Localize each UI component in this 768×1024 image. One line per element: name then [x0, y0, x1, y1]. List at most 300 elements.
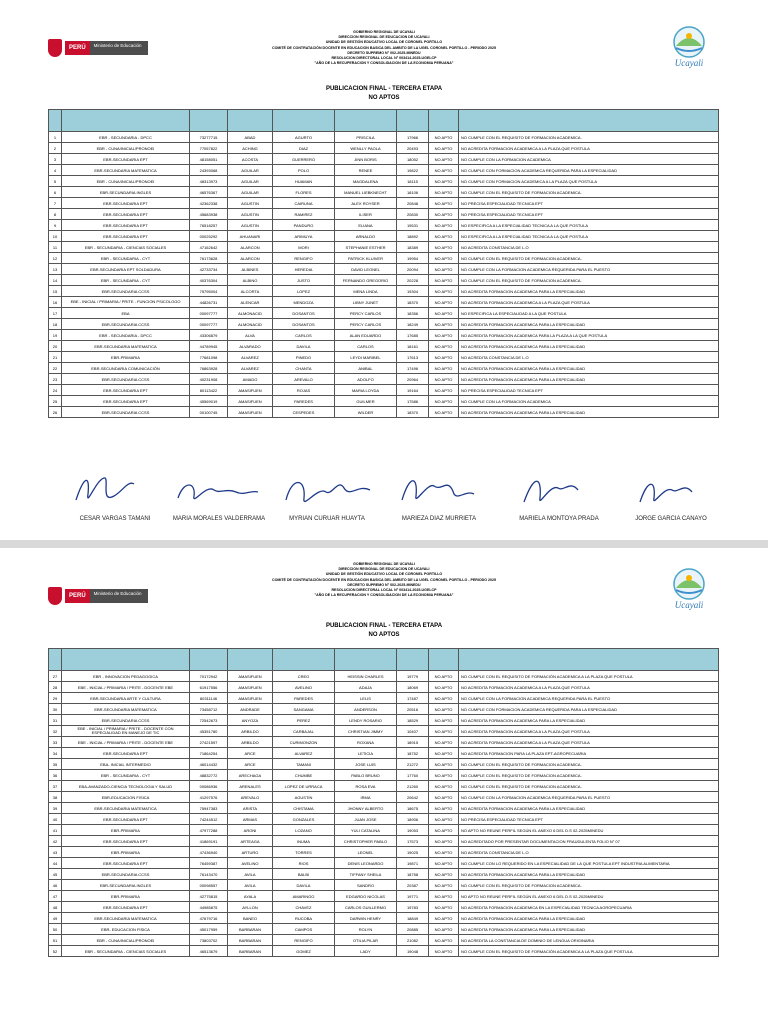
table-cell: 34	[49, 748, 62, 759]
table-cell: NO APTO	[429, 682, 459, 693]
table-row	[49, 341, 719, 352]
table-cell: NO APTO	[429, 264, 459, 275]
table-cell: NO ACREDITA FORMACION ACADEMICA PARA LA ESPECIALIDAD	[459, 407, 719, 418]
table-cell: 18106	[397, 187, 429, 198]
table-cell: ANYOZA	[228, 715, 273, 726]
table-cell: NO PRECISA ESPECIALIDAD TECNICA EPT	[459, 385, 719, 396]
table-cell: ACOSTA	[228, 154, 273, 165]
table-cell: AMASIFUEN	[228, 682, 273, 693]
table-cell: JINN BORIS	[335, 154, 397, 165]
table-cell: LENDY ROSARIO	[335, 715, 397, 726]
table-cell: CARBAJAL	[273, 726, 335, 737]
table-cell: POLO	[273, 165, 335, 176]
table-cell: AGURTO	[273, 132, 335, 143]
table-row	[49, 209, 719, 220]
table-cell: 47162642	[190, 242, 228, 253]
table-cell: LOPEZ DE URRACA	[273, 781, 335, 792]
table-cell: NO APTO	[429, 880, 459, 891]
table-cell: JUSTO	[273, 275, 335, 286]
table-cell: NO APTO	[429, 825, 459, 836]
table-cell: PERCY CARLOS	[335, 319, 397, 330]
table-cell: DAVID LEONEL	[335, 264, 397, 275]
table-cell: GUILMER	[335, 396, 397, 407]
table-row	[49, 891, 719, 902]
table-cell: ARTEAGA	[228, 836, 273, 847]
table-cell: 72542673	[190, 715, 228, 726]
table-cell: 17586	[397, 396, 429, 407]
table-cell: 32	[49, 726, 62, 737]
signature-block	[500, 466, 618, 526]
table-cell: AMASIFUEN	[228, 671, 273, 682]
table-cell: 26	[49, 407, 62, 418]
table-cell: RENEE	[335, 165, 397, 176]
table-cell: AGUILAR	[228, 176, 273, 187]
table-cell: 18389	[397, 242, 429, 253]
table-cell: 00097777	[190, 308, 228, 319]
table-cell: CARLOS GUILLERMO	[335, 902, 397, 913]
table-cell: PEREZ	[273, 715, 335, 726]
table-cell: NO ACREDITA FORMACION ACADEMICA A LA PLAZA QUE POSTULA	[459, 682, 719, 693]
table-cell: 51	[49, 935, 62, 946]
table-cell: EBR-SECUNDARIA EPT	[62, 154, 190, 165]
table-cell: NO CUMPLE CON LA FORMACION ACADEMICA	[459, 396, 719, 407]
table-cell: AHUANARI	[228, 231, 273, 242]
table-cell: NO APTO	[429, 165, 459, 176]
ucayali-logo-icon	[660, 24, 718, 72]
table-row	[49, 726, 719, 737]
signatory-name: MARIEZA DIAZ MURRIETA	[401, 516, 477, 522]
table-cell: EBR-SECUNDARIA COMUNICACIÓN	[62, 363, 190, 374]
table-cell: EBR-PRIMARIA	[62, 891, 190, 902]
table-cell: NO APTO	[429, 385, 459, 396]
table-cell: EBR-SECUNDARIA MATEMATICA	[62, 165, 190, 176]
handwritten-signature-icon	[394, 470, 484, 514]
handwritten-signature-icon	[514, 470, 604, 514]
table-cell: BANEO	[228, 913, 273, 924]
table-cell: 18052	[397, 154, 429, 165]
table-cell: EBR-SECUNDARIA CCSS	[62, 374, 190, 385]
table-cell: SANDRO	[335, 880, 397, 891]
table-cell: 76863928	[190, 363, 228, 374]
table-cell: DOSANTOS	[273, 319, 335, 330]
table-cell: 19048	[397, 946, 429, 957]
table-cell: 77057822	[190, 143, 228, 154]
table-cell: AREVALO	[228, 792, 273, 803]
table-cell: NO ACREDITA FORMACION ACADEMICA A LA PLAZA QUE POSTULA	[459, 297, 719, 308]
handwritten-signature-icon	[626, 470, 716, 514]
table-cell: NO CUMPLE CON EL REQUISITO DE FORMACIÓN ACADEMICA A LA PLAZA QUE POSTULA	[459, 671, 719, 682]
table-row	[49, 715, 719, 726]
region-label: Ucayali	[674, 600, 704, 610]
table-cell: DIAZ	[273, 143, 335, 154]
table-cell: ARTURO	[228, 847, 273, 858]
document-header	[180, 562, 588, 598]
table-cell: ALBINES	[228, 264, 273, 275]
table-cell: AMADO	[228, 374, 273, 385]
table-cell: 42733734	[190, 264, 228, 275]
table-cell: NO CUMPLE CON EL REQUISITO DE FORMACION ACADEMICA.	[459, 781, 719, 792]
table-cell: PAREDES	[273, 693, 335, 704]
table-cell: RENGIFO	[273, 253, 335, 264]
table-row	[49, 759, 719, 770]
table-cell: 21260	[397, 781, 429, 792]
table-cell: CESPEDES	[273, 407, 335, 418]
table-cell: NO APTO	[429, 132, 459, 143]
table-cell: PATRICK KLUIVER	[335, 253, 397, 264]
table-cell: 18675	[397, 803, 429, 814]
table-cell: 17613	[397, 352, 429, 363]
table-cell: NO CUMPLE CON LA FORMACION ACADEMICA REQUERIDA PARA EL PUESTO	[459, 792, 719, 803]
table-cell: 44985875	[190, 902, 228, 913]
table-cell: AVILA	[228, 880, 273, 891]
table-cell: ALBINO	[228, 275, 273, 286]
table-cell: GONZALES	[273, 814, 335, 825]
table-cell: FLORES	[273, 187, 335, 198]
table-cell: AGUSTIN	[273, 792, 335, 803]
table-cell: CHRISTIAN JIMMY	[335, 726, 397, 737]
table-cell: DAVILA	[273, 341, 335, 352]
table-cell: 17	[49, 308, 62, 319]
header-cell	[190, 649, 228, 671]
table-cell: 13	[49, 264, 62, 275]
ucayali-logo-icon	[660, 566, 718, 614]
table-cell: 18915	[397, 737, 429, 748]
header-cell	[273, 649, 335, 671]
signatory-name: MYRIAN CURUAR HUAYTA	[289, 516, 365, 522]
table-cell: NO APTO	[429, 253, 459, 264]
table-cell: 40231908	[190, 374, 228, 385]
header-line: GOBIERNO REGIONAL DE UCAYALI	[353, 30, 415, 34]
table-row	[49, 704, 719, 715]
table-cell: 35	[49, 759, 62, 770]
table-cell: ALARCON	[228, 253, 273, 264]
table-cell: DENIS LEONARDO	[335, 858, 397, 869]
table-cell: EBR-SECUNDARIA EPT	[62, 231, 190, 242]
table-row	[49, 693, 719, 704]
header-cell	[397, 110, 429, 132]
table-cell: 20642	[397, 792, 429, 803]
header-line: RESOLUCION DIRECTORAL LOCAL N° 003414-2025-UGELCP	[331, 588, 437, 593]
header-line: DIRECCION REGIONAL DE EDUCACION DE UCAYALI	[338, 567, 430, 572]
table-cell: LIBNY JUNET	[335, 297, 397, 308]
table-cell: 40376304	[190, 275, 228, 286]
table-cell: ARECHAGA	[228, 770, 273, 781]
table-cell: 20848	[397, 198, 429, 209]
table-cell: NO APTO	[429, 946, 459, 957]
table-cell: DOSANTOS	[273, 308, 335, 319]
table-cell: NO APTO	[429, 396, 459, 407]
signature-block	[268, 466, 386, 526]
table-cell: 37	[49, 781, 62, 792]
table-cell: AVILA	[228, 869, 273, 880]
table-row	[49, 198, 719, 209]
table-cell: EBR-SECUNDARIA CCSS	[62, 407, 190, 418]
header-line: COMITÉ DE CONTRATACIÓN DOCENTE EN EDUCACION BASICA DEL AMBITO DE LA UGEL CORONEL PORTILLO - PERIODO 2025	[271, 577, 497, 582]
table-cell: EBE - INICIAL / PRIMARIA / PRITE - DOCENTE EBE	[62, 737, 190, 748]
table-row	[49, 286, 719, 297]
table-cell: PAREDES	[273, 396, 335, 407]
table-row	[49, 154, 719, 165]
header-line: "AÑO DE LA RECUPERACION Y CONSOLIDACION DE LA ECONOMIA PERUANA"	[314, 593, 454, 598]
table-cell: LOZANO	[273, 825, 335, 836]
table-cell: 73458712	[190, 704, 228, 715]
ministry-label: Ministerio de Educación	[90, 589, 148, 603]
table-cell: CURIMONZON	[273, 737, 335, 748]
table-cell: BARBARAN	[228, 946, 273, 957]
table-cell: TIFFANY SHEILA	[335, 869, 397, 880]
table-row	[49, 792, 719, 803]
table-cell: NO ACREDITA CONSTANCIA DE L.O	[459, 352, 719, 363]
table-cell: 18161	[397, 341, 429, 352]
peru-label: PERÚ	[65, 589, 90, 603]
results-table	[48, 648, 719, 957]
table-cell: 45569019	[190, 396, 228, 407]
table-cell: NO ACREDITA FORMACION ACADEMICA PARA LA ESPECIALIDAD	[459, 319, 719, 330]
table-cell: ALVAREZ	[228, 352, 273, 363]
table-cell: ARIMUYA	[273, 231, 335, 242]
table-cell: 17760	[397, 770, 429, 781]
table-cell: EBA	[62, 308, 190, 319]
table-cell: 18	[49, 319, 62, 330]
table-cell: ALMONACID	[228, 319, 273, 330]
table-cell: NO CUMPLE CON FORMACION ACADEMICA REQUERIDA PARA LA ESPECIALIDAD	[459, 165, 719, 176]
table-row	[49, 187, 719, 198]
table-cell: 41297576	[190, 792, 228, 803]
table-cell: 18370	[397, 297, 429, 308]
table-cell: 18069	[397, 682, 429, 693]
table-cell: NO CUMPLE CON EL REQUISITO DE FORMACION ACADEMICA.	[459, 253, 719, 264]
table-row	[49, 352, 719, 363]
table-cell: ACHING	[228, 143, 273, 154]
table-cell: 27	[49, 671, 62, 682]
table-row	[49, 946, 719, 957]
table-cell: NO APTO	[429, 242, 459, 253]
table-cell: 28	[49, 682, 62, 693]
table-cell: LELIS	[335, 693, 397, 704]
table-cell: 10	[49, 231, 62, 242]
table-cell: NO APTO NO REUNE PERFIL SEGÚN EL ANEXO 6 DEL D.S 02-2025MINEDU	[459, 891, 719, 902]
table-cell: 45017959	[190, 924, 228, 935]
table-cell: 44	[49, 858, 62, 869]
table-cell: 19531	[397, 220, 429, 231]
table-cell: FERNANDO GREGORIO	[335, 275, 397, 286]
table-cell: NO APTO	[429, 209, 459, 220]
table-cell: NO APTO	[429, 748, 459, 759]
table-cell: 43306879	[190, 330, 228, 341]
signature-block	[56, 466, 174, 526]
table-row	[49, 319, 719, 330]
table-cell: NO APTO	[429, 737, 459, 748]
table-cell: LADY	[335, 946, 397, 957]
table-cell: HEISSIN CHARLES	[335, 671, 397, 682]
table-cell: NO APTO	[429, 308, 459, 319]
table-cell: ANDERSON	[335, 704, 397, 715]
table-cell: EBR-SECUNDARIA EPT	[62, 396, 190, 407]
header-cell	[273, 110, 335, 132]
table-cell: EBR-PRIMARIA	[62, 847, 190, 858]
header-cell	[228, 110, 273, 132]
table-cell: NO APTO NO REUNE PERFIL SEGÚN EL ANEXO 6 DEL D.S 02-2025MINEDU	[459, 825, 719, 836]
table-cell: ADOLFO	[335, 374, 397, 385]
table-cell: 44789945	[190, 341, 228, 352]
table-cell: ARENALES	[228, 781, 273, 792]
table-cell: CHISTAMA	[273, 803, 335, 814]
table-cell: 00025292	[190, 231, 228, 242]
table-cell: NO APTO	[429, 836, 459, 847]
table-cell: LETICIA	[335, 748, 397, 759]
table-cell: NO ACREDITA CONSTANCIA DE L.O	[459, 847, 719, 858]
table-cell: 18892	[397, 231, 429, 242]
table-row	[49, 847, 719, 858]
handwritten-signature-icon	[174, 470, 264, 514]
table-cell: ALMONACID	[228, 308, 273, 319]
table-cell: TORRES	[273, 847, 335, 858]
table-cell: EBR-SECUNDARIA EPT	[62, 220, 190, 231]
signature-block	[380, 466, 498, 526]
table-cell: ALEX ROYSER	[335, 198, 397, 209]
table-cell: 16	[49, 297, 62, 308]
table-cell: 20	[49, 341, 62, 352]
table-row	[49, 814, 719, 825]
table-cell: EBE - INICIAL / PRIMARIA / PRITE - FUNCION PSICOLOGO	[62, 297, 190, 308]
table-cell: EBR-SECUNDARIA INGLES	[62, 187, 190, 198]
table-cell: NO APTO	[429, 143, 459, 154]
document-page-2	[0, 548, 768, 1024]
table-cell: 49	[49, 913, 62, 924]
table-cell: 00086936	[190, 781, 228, 792]
table-cell: ARISTA	[228, 803, 273, 814]
table-cell: JHONNY ALBERTO	[335, 803, 397, 814]
signatory-name: MARIA MORALES VALDERRAMA	[172, 516, 266, 522]
table-cell: 21082	[397, 935, 429, 946]
table-cell: OTILIA PILAR	[335, 935, 397, 946]
table-cell: NO CUMPLE CON EL REQUISITO DE FORMACION ACADEMICA.	[459, 759, 719, 770]
table-cell: AMASIFUEN	[228, 693, 273, 704]
table-cell: 61917556	[190, 682, 228, 693]
table-cell: EBR - SECUNDARIA - DPCC	[62, 132, 190, 143]
table-cell: 21	[49, 352, 62, 363]
table-cell: AGUILAR	[228, 165, 273, 176]
table-cell: NO APTO	[429, 792, 459, 803]
table-cell: EBR-SECUNDARIA MATEMATICA	[62, 803, 190, 814]
table-cell: 45	[49, 869, 62, 880]
table-cell: 76459387	[190, 858, 228, 869]
ministry-label: Ministerio de Educación	[90, 41, 148, 55]
table-cell: 42	[49, 836, 62, 847]
table-row	[49, 803, 719, 814]
table-cell: CAMPOS	[273, 924, 335, 935]
header-line: UNIDAD DE GESTIÓN EDUCATIVO LOCAL DE CORONEL PORTILLO	[325, 572, 443, 577]
table-cell: NO APTO	[429, 803, 459, 814]
table-cell: AMASIFUEN	[228, 385, 273, 396]
table-cell: 9	[49, 220, 62, 231]
table-cell: 76143470	[190, 869, 228, 880]
table-cell: MENDOZA	[273, 297, 335, 308]
table-cell: 15	[49, 286, 62, 297]
table-cell: EBR - CUNA/INICIAL/PRONOEI	[62, 143, 190, 154]
table-cell: ARONI	[228, 825, 273, 836]
table-cell: NO ESPECIFICA A LA ESPECIALIDAD TECNICA A LA QUE POSTULA	[459, 231, 719, 242]
table-cell: AMASIFUEN	[228, 396, 273, 407]
table-cell: INUMA	[273, 836, 335, 847]
table-cell: RIOS	[273, 858, 335, 869]
header-line: DECRETO SUPREMO N° 002-2025-MINEDU	[347, 582, 421, 587]
header-cell	[459, 110, 719, 132]
table-cell: NO APTO	[429, 902, 459, 913]
table-row	[49, 330, 719, 341]
table-cell: 00098557	[190, 880, 228, 891]
header-cell	[228, 649, 273, 671]
page-subtitle: NO APTOS	[368, 632, 400, 638]
table-row	[49, 275, 719, 286]
table-row	[49, 253, 719, 264]
header-line: RESOLUCION DIRECTORAL LOCAL N° 003414-2025-UGELCP	[331, 56, 437, 61]
table-row	[49, 671, 719, 682]
table-cell: 46014432	[190, 759, 228, 770]
table-cell: 20885	[397, 924, 429, 935]
table-cell: NO PRECISA ESPECIALIDAD TECNICA EPT	[459, 209, 719, 220]
table-cell: NO APTO	[429, 297, 459, 308]
table-cell: 43	[49, 847, 62, 858]
table-row	[49, 220, 719, 231]
table-cell: PERCY CARLOS	[335, 308, 397, 319]
table-cell: EBR-SECUNDARIA EPT	[62, 858, 190, 869]
peru-label: PERÚ	[65, 41, 90, 55]
table-cell: EBR-PRIMARIA	[62, 352, 190, 363]
table-cell: AMARINGO	[273, 891, 335, 902]
table-cell: LEYDI MARIBEL	[335, 352, 397, 363]
table-cell: 47977288	[190, 825, 228, 836]
table-cell: EBR-SECUNDARIA EPT SOLDADURA	[62, 264, 190, 275]
table-cell: 19954	[397, 253, 429, 264]
table-cell: PINEDO	[273, 352, 335, 363]
table-cell: NO APTO	[429, 187, 459, 198]
header-cell	[62, 649, 190, 671]
table-cell: WILDER	[335, 407, 397, 418]
table-cell: NO APTO	[429, 935, 459, 946]
table-cell: ARNALDO	[335, 231, 397, 242]
table-cell: EBR-EDUCACION FISICA	[62, 792, 190, 803]
header-cell	[335, 649, 397, 671]
table-cell: ALENCAR	[228, 297, 273, 308]
table-cell: NO ACREDITA FORMACION ACADEMICA PARA LA ESPECIALIDAD	[459, 363, 719, 374]
table-cell: 70172942	[190, 671, 228, 682]
table-cell: EBE - INICIAL / PRIMARIA / PRITE - DOCENTE EBE	[62, 682, 190, 693]
table-cell: 19	[49, 330, 62, 341]
table-cell: NO CUMPLE CON EL REQUISITO DE FORMACIÓN ACADEMICA A LA PLAZA QUE POSTULA	[459, 946, 719, 957]
table-cell: 47	[49, 891, 62, 902]
table-cell: EBR - SECUNDARIA - CYT	[62, 253, 190, 264]
table-cell: 20094	[397, 264, 429, 275]
table-cell: NO APTO	[429, 858, 459, 869]
table-cell: ROLYN	[335, 924, 397, 935]
table-cell: 10407	[397, 726, 429, 737]
table-row	[49, 165, 719, 176]
table-cell: NO ACREDITA CONSTANCIA DE L.O	[459, 242, 719, 253]
table-cell: MENA LINDA	[335, 286, 397, 297]
table-row	[49, 748, 719, 759]
table-cell: JUAN JOSE	[335, 814, 397, 825]
table-cell: ARMAS	[228, 814, 273, 825]
table-cell: 6	[49, 187, 62, 198]
table-cell: ARBILDO	[228, 726, 273, 737]
table-cell: NO ACREDITA FORMACION ACADEMICA PARA LA ESPECIALIDAD	[459, 341, 719, 352]
table-cell: EBR-SECUNDARIA EPT	[62, 385, 190, 396]
table-cell: ROJAS	[273, 385, 335, 396]
table-cell: WENLLY PAOLA	[335, 143, 397, 154]
table-cell: GUERRERO	[273, 154, 335, 165]
table-cell: NO CUMPLE CON EL REQUISITO DE FORMACION ACADEMICA.	[459, 880, 719, 891]
